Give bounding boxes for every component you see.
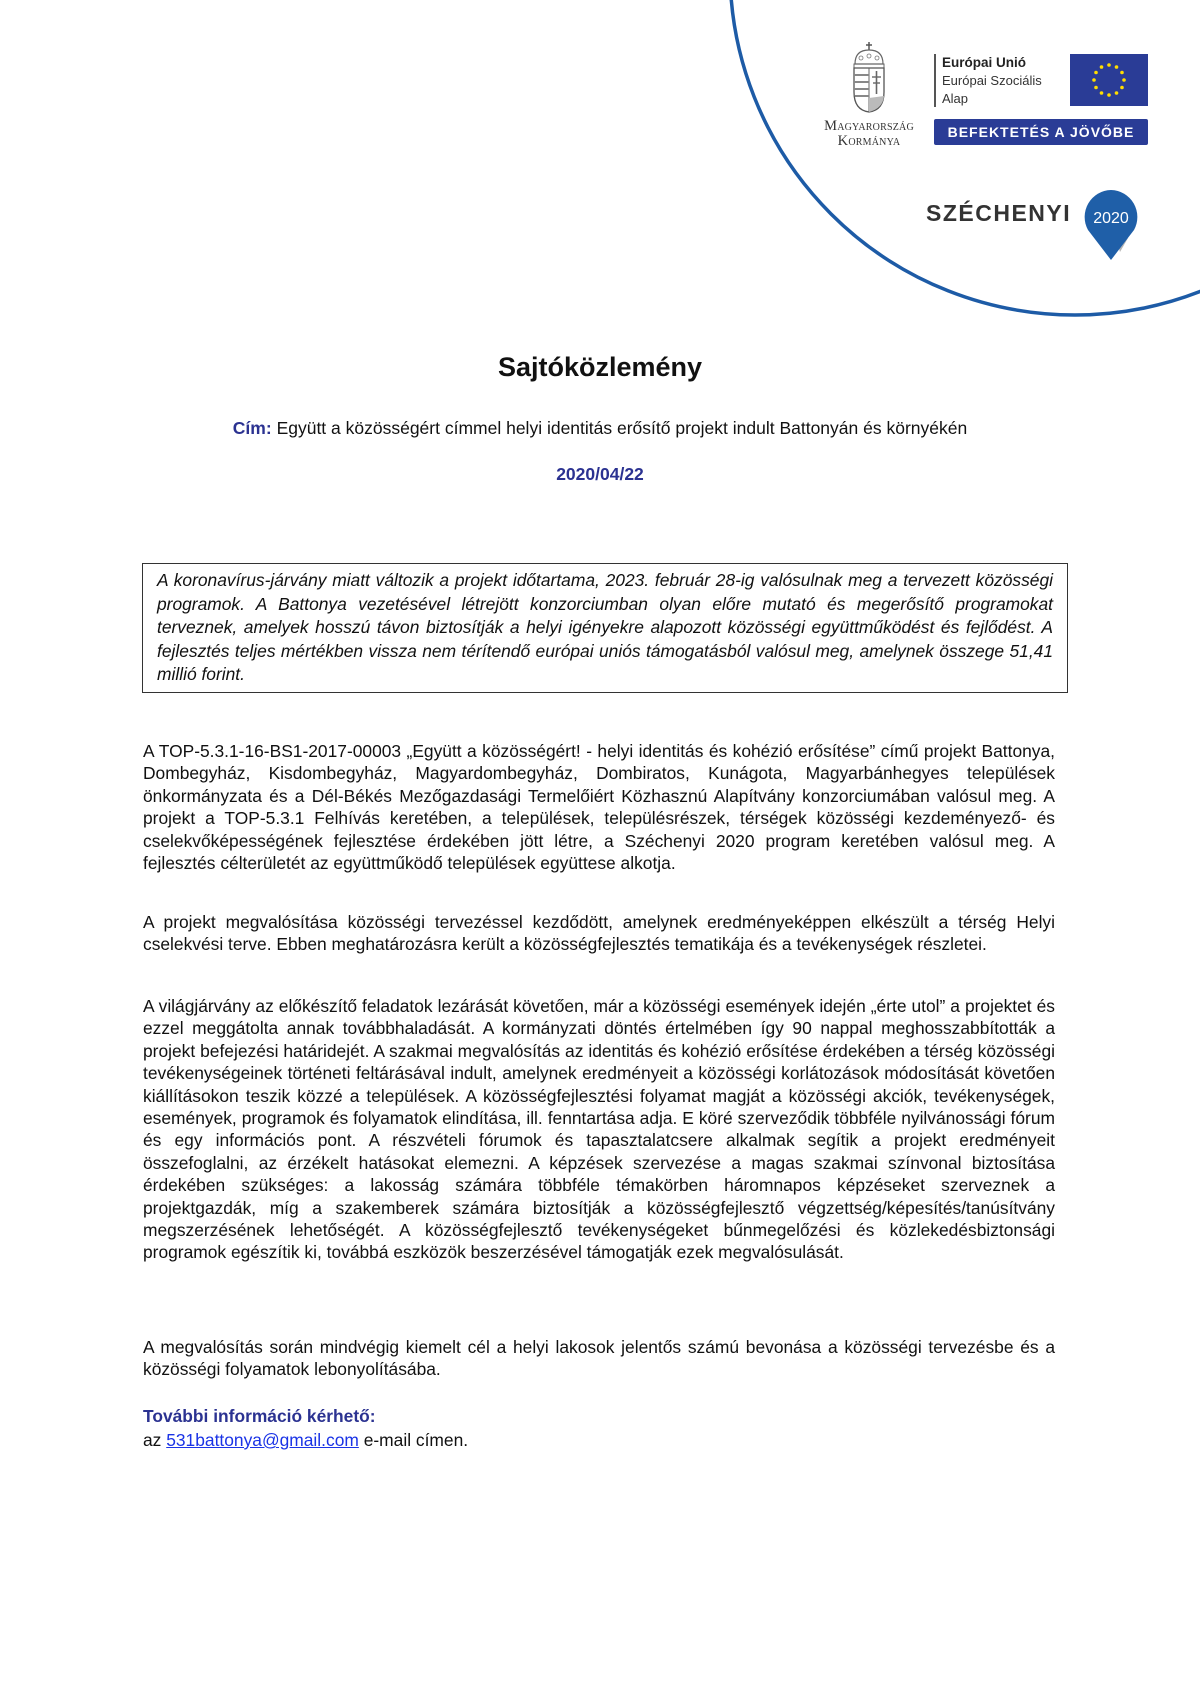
eu-star-icon	[1122, 78, 1126, 82]
body-paragraph-3: A világjárvány az előkészítő feladatok lezárását követően, már a közösségi események idején „érte utol” a projektet és ezzel meggátolta annak továbbhaladását. A kormányzati döntés értelmében így 90 nappal meghosszabbították a projekt befejezési határidejét. A szakmai megvalósítás az identitás és kohézió erősítése érdekében a térség közösségi tevékenységeinek történeti feltárásával indult, amelynek eredményeit a közösségi korlátozások módosítását követően kiállításokon teszik közzé a települések. A közösségfejlesztési folyamat magját a közösségi akciók, tevékenységek, események, programok és folyamatok elindítása, ill. fenntartása adja. E köré szerveződik többféle nyilvánossági fórum és egy információs pont. A részvételi fórumok és tapasztalatcsere alkalmak segítik a projekt eredményeit összefoglalni, az érzékelt hatásokat elemezni. A képzések szervezése a magas szakmai színvonal biztosítása érdekében szükséges: a lakosság számára többféle témakörben háromnapos képzéseket szerveznek a projektgazdák, míg a szakemberek számára biztosítják a közösségfejlesztő végzettség/képesítés/tanúsítvány megszerzésének lehetőségét. A közösségfejlesztő tevékenységeket bűnmegelőzési és közlekedésbiztonsági programok egészítik ki, továbbá eszközök beszerzésével támogatják ezek megvalósulását.	[143, 996, 1055, 1263]
map-pin-icon	[1082, 188, 1140, 262]
subject-line	[0, 418, 1200, 439]
eu-fund-label-2: Alap	[942, 91, 969, 106]
szechenyi-year: 2020	[1093, 210, 1129, 227]
eu-star-icon	[1107, 63, 1111, 67]
lead-summary-text: A koronavírus-járvány miatt változik a projekt időtartama, 2023. február 28-ig valósulnak meg a tervezett közösségi programok. A Battonya vezetésével létrejött konzorciumban olyan előre mutató és megerősítő programokat terveznek, amelyek hosszú távon biztosítják a helyi igényekre alapozott közösségi együttműködést és fejlődést. A fejlesztés teljes mértékben vissza nem térítendő európai uniós támogatásból valósul meg, amelynek összege 51,41 millió forint.	[157, 570, 1053, 684]
contact-label: További információ kérhető:	[143, 1406, 376, 1426]
lead-summary-box	[142, 563, 1068, 693]
investing-future-banner: BEFEKTETÉS A JÖVŐBE	[934, 119, 1148, 145]
eu-divider	[934, 54, 936, 107]
government-logo	[808, 40, 930, 149]
body-paragraph-4: A megvalósítás során mindvégig kiemelt cél a helyi lakosok jelentős számú bevonása a közösségi tervezésbe és a közösségi folyamatok lebonyolításába.	[143, 1337, 1055, 1380]
coat-of-arms-icon	[851, 40, 887, 116]
contact-suffix: e-mail címen.	[363, 1430, 469, 1450]
eu-star-icon	[1100, 65, 1104, 69]
eu-union-label: Európai Unió	[942, 55, 1026, 70]
contact-email-link[interactable]: 531battonya@gmail.com	[166, 1430, 359, 1450]
eu-star-icon	[1100, 91, 1104, 95]
body-paragraph-2: A projekt megvalósítása közösségi tervezéssel kezdődött, amelynek eredményeképpen elkészült a térség Helyi cselekvési terve. Ebben meghatározásra került a közösségfejlesztés tematikája és a tevékenységek részletei.	[143, 912, 1055, 955]
eu-star-icon	[1120, 86, 1124, 90]
header-logos	[0, 0, 1200, 340]
szechenyi-logo-text: SZÉCHENYI	[926, 200, 1072, 226]
release-date: 2020/04/22	[556, 464, 644, 484]
eu-flag-icon	[1070, 54, 1148, 106]
government-name-line1: Magyarország	[824, 118, 914, 134]
subject-text: Együtt a közösségért címmel helyi identitás erősítő projekt indult Battonyán és környékén	[276, 418, 968, 438]
subject-label: Cím:	[232, 418, 272, 438]
eu-star-icon	[1107, 93, 1111, 97]
eu-star-icon	[1092, 78, 1096, 82]
contact-prefix: az	[143, 1430, 162, 1450]
eu-star-icon	[1094, 71, 1098, 75]
page-title: Sajtóközlemény	[497, 352, 703, 382]
eu-star-icon	[1120, 71, 1124, 75]
eu-fund-text	[942, 54, 1042, 108]
contact-line	[143, 1430, 468, 1451]
eu-star-icon	[1094, 86, 1098, 90]
body-paragraph-1: A TOP-5.3.1-16-BS1-2017-00003 „Együtt a közösségért! - helyi identitás és kohézió erősítése” című projekt Battonya, Dombegyház, Kisdombegyház, Magyardombegyház, Dombiratos, Kunágota, Magyarbánhegyes települések önkormányzata és a Dél-Békés Mezőgazdasági Termelőiért Közhasznú Alapítvány konzorciumában valósul meg. A projekt a TOP-5.3.1 Felhívás keretében, a települések, településrészek, térségek közösségi kezdeményező- és cselekvőképességének fejlesztése érdekében jött létre, a Széchenyi 2020 program keretében valósul meg. A fejlesztés célterületét az együttműködő települések együttese alkotja.	[143, 741, 1055, 874]
eu-star-icon	[1115, 91, 1119, 95]
eu-fund-label: Európai Szociális	[942, 73, 1042, 88]
eu-star-icon	[1115, 65, 1119, 69]
government-name-line2: Kormánya	[837, 133, 901, 149]
